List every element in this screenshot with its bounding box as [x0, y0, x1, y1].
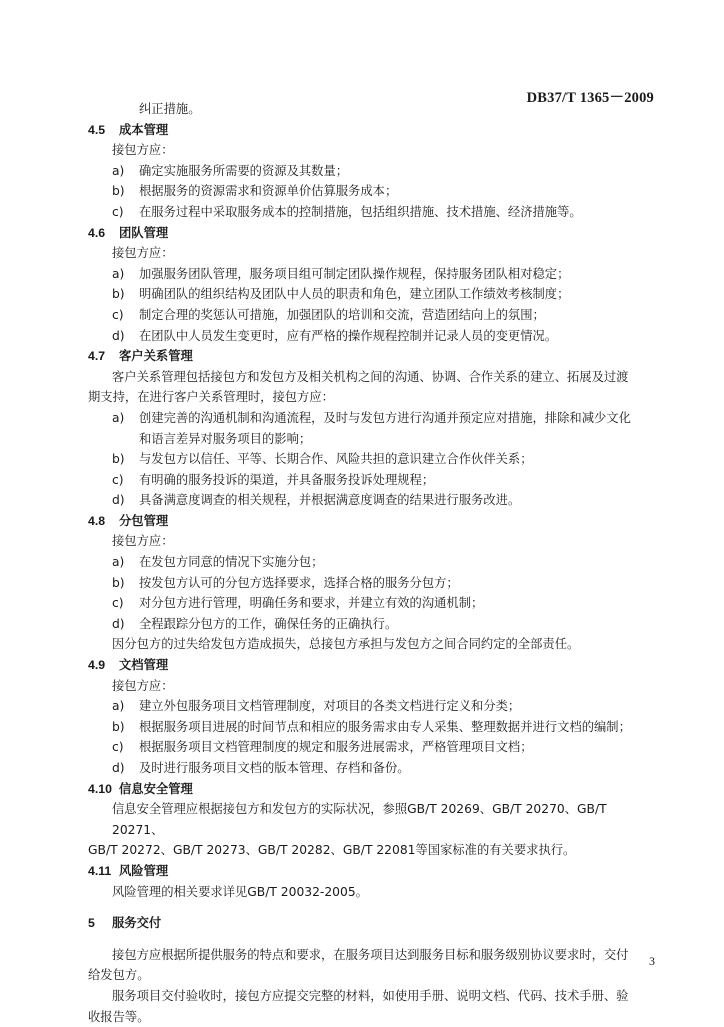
list-item-text: 具备满意度调查的相关规程，并根据满意度调查的结果进行服务改进。	[139, 493, 521, 508]
list-item-marker: c)	[112, 740, 124, 755]
list-item	[88, 181, 658, 202]
paragraph-line: 给发包方。	[88, 968, 150, 983]
list-item	[88, 161, 658, 182]
list-item-text: 建立外包服务项目文档管理制度，对项目的各类文档进行定义和分类；	[139, 699, 521, 714]
section-number: 4.6	[88, 225, 106, 240]
list-item-marker: a)	[112, 410, 125, 425]
list-item	[88, 490, 658, 511]
list-item-marker: b)	[112, 452, 125, 467]
list-item-text: 根据服务项目文档管理制度的规定和服务进展需求，严格管理项目文档；	[139, 740, 533, 755]
list-item	[88, 614, 658, 635]
list-item	[88, 758, 658, 779]
section-heading	[88, 511, 658, 532]
list-item-marker: a)	[112, 163, 125, 178]
section-number: 4.5	[88, 122, 106, 137]
list-item	[88, 696, 658, 717]
list-item	[88, 593, 658, 614]
list-item-text: 明确团队的组织结构及团队中人员的职责和角色，建立团队工作绩效考核制度；	[139, 287, 570, 302]
list-item-text: 在服务过程中采取服务成本的控制措施，包括组织措施、技术措施、经济措施等。	[139, 204, 582, 219]
paragraph-line: 收报告等。	[88, 1009, 150, 1024]
list-item-marker: a)	[112, 555, 125, 570]
section-title: 服务交付	[112, 916, 162, 931]
section-number: 4.8	[88, 513, 106, 528]
paragraph-line: 信息安全管理应根据接包方和发包方的实际状况，参照GB/T 20269、GB/T 20270、GB/T 20271、	[112, 802, 607, 837]
list-item-text: 加强服务团队管理，服务项目组可制定团队操作规程，保持服务团队相对稳定；	[139, 266, 570, 281]
list-item	[88, 552, 658, 573]
paragraph-line: 服务项目交付验收时，接包方应提交完整的材料，如使用手册、说明文档、代码、技术手册、验	[112, 988, 629, 1003]
paragraph-line: 期支持，在进行客户关系管理时，接包方应：	[88, 390, 334, 405]
section-title: 团队管理	[119, 225, 169, 240]
list-item	[88, 573, 658, 594]
paragraph-line: 因分包方的过失给发包方造成损失，总接包方承担与发包方之间合同约定的全部责任。	[112, 637, 580, 652]
section-title: 客户关系管理	[119, 349, 193, 364]
list-item-text: 有明确的服务投诉的渠道，并具备服务投诉处理规程；	[139, 472, 435, 487]
list-item-marker: c)	[112, 204, 124, 219]
paragraph-line: 接包方应：	[112, 143, 174, 158]
list-item	[88, 470, 658, 491]
list-item-marker: d)	[112, 493, 125, 508]
paragraph-line: 接包方应：	[112, 678, 174, 693]
paragraph-line: GB/T 20272、GB/T 20273、GB/T 20282、GB/T 22081等国家标准的有关要求执行。	[88, 843, 576, 858]
list-item-text: 根据服务项目进展的时间节点和相应的服务需求由专人采集、整理数据并进行文档的编制；	[139, 719, 631, 734]
section-heading	[88, 346, 658, 367]
section-title: 信息安全管理	[119, 781, 193, 796]
paragraph-line: 风险管理的相关要求详见GB/T 20032-2005。	[112, 884, 368, 899]
paragraph-line: 接包方应：	[112, 246, 174, 261]
section-title: 风险管理	[119, 863, 169, 878]
section-spacer	[88, 902, 658, 913]
paragraph-line: 接包方应根据所提供服务的特点和要求，在服务项目达到服务目标和服务级别协议要求时，交付	[112, 947, 629, 962]
list-item	[88, 408, 658, 429]
list-item	[88, 305, 658, 326]
section-number: 4.7	[88, 349, 106, 364]
list-item	[88, 284, 658, 305]
document-code-header: DB37/T 1365－2009	[526, 90, 654, 106]
section-title: 分包管理	[119, 513, 169, 528]
list-item-marker: b)	[112, 287, 125, 302]
list-item-text: 与发包方以信任、平等、长期合作、风险共担的意识建立合作伙伴关系；	[139, 452, 533, 467]
document-body	[88, 99, 658, 1027]
list-item-marker: a)	[112, 266, 125, 281]
paragraph-line: 接包方应：	[112, 534, 174, 549]
list-item	[88, 202, 658, 223]
list-item-text: 全程跟踪分包方的工作，确保任务的正确执行。	[139, 616, 398, 631]
section-number: 4.11	[88, 863, 112, 878]
list-item-continuation: 和语言差异对服务项目的影响；	[139, 431, 312, 446]
list-item	[88, 737, 658, 758]
list-item	[88, 449, 658, 470]
list-item-marker: b)	[112, 575, 125, 590]
section-heading	[88, 913, 658, 934]
list-item-text: 制定合理的奖惩认可措施，加强团队的培训和交流，营造团结向上的氛围；	[139, 307, 545, 322]
list-item-marker: c)	[112, 472, 124, 487]
list-item-marker: b)	[112, 719, 125, 734]
list-item-marker: c)	[112, 596, 124, 611]
list-item-continuation: 纠正措施。	[139, 102, 201, 116]
section-heading	[88, 223, 658, 244]
list-item-text: 按发包方认可的分包方选择要求，选择合格的服务分包方；	[139, 575, 459, 590]
list-item-marker: d)	[112, 328, 125, 343]
section-spacer	[88, 934, 658, 945]
list-item	[88, 264, 658, 285]
list-item	[88, 717, 658, 738]
list-item-text: 根据服务的资源需求和资源单价估算服务成本；	[139, 184, 398, 199]
section-title: 文档管理	[119, 658, 169, 673]
list-item-text: 在发包方同意的情况下实施分包；	[139, 555, 324, 570]
list-item-marker: d)	[112, 616, 125, 631]
paragraph-line: 客户关系管理包括接包方和发包方及相关机构之间的沟通、协调、合作关系的建立、拓展及过渡	[112, 369, 629, 384]
section-heading	[88, 779, 658, 800]
section-number: 5	[88, 916, 95, 931]
list-item-marker: a)	[112, 699, 125, 714]
list-item	[88, 326, 658, 347]
list-item-text: 及时进行服务项目文档的版本管理、存档和备份。	[139, 761, 410, 775]
list-item-marker: c)	[112, 307, 124, 322]
section-title: 成本管理	[119, 122, 169, 137]
list-item-text: 在团队中人员发生变更时，应有严格的操作规程控制并记录人员的变更情况。	[139, 328, 558, 343]
list-item-text: 对分包方进行管理，明确任务和要求，并建立有效的沟通机制；	[139, 596, 484, 611]
list-item-text: 确定实施服务所需要的资源及其数量；	[139, 163, 349, 178]
list-item-marker: d)	[112, 761, 125, 775]
list-item-marker: b)	[112, 184, 125, 199]
section-number: 4.10	[88, 781, 112, 796]
page-number: 3	[649, 954, 655, 968]
section-heading	[88, 861, 658, 882]
section-number: 4.9	[88, 658, 106, 673]
section-heading	[88, 655, 658, 676]
section-heading	[88, 120, 658, 141]
list-item-text: 创建完善的沟通机制和沟通流程，及时与发包方进行沟通并预定应对措施，排除和减少文化	[139, 410, 631, 425]
